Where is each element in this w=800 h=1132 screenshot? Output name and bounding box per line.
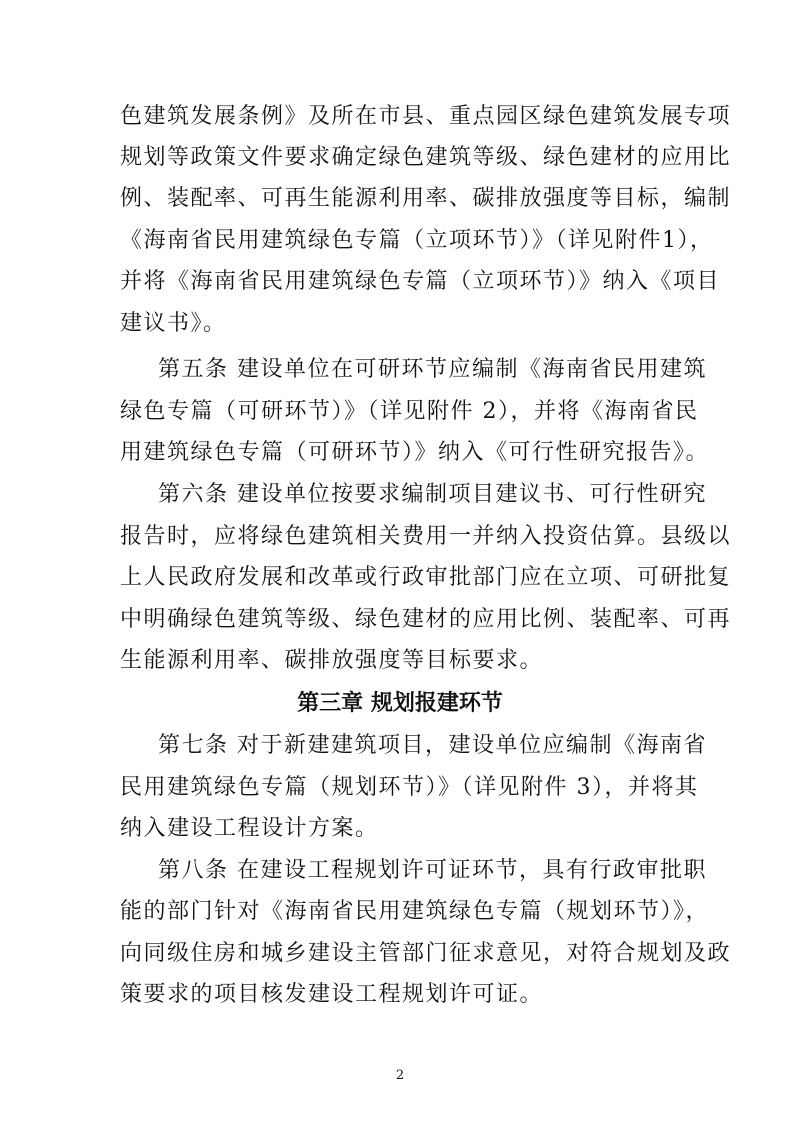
text-line: 色建筑发展条例》及所在市县、重点园区绿色建筑发展专项 [120, 104, 732, 129]
text-line: 纳入建设工程设计方案。 [120, 816, 379, 841]
text-line: 例、装配率、可再生能源利用率、碳排放强度等目标，编制 [120, 186, 732, 211]
text-line: 策要求的项目核发建设工程规划许可证。 [120, 982, 544, 1007]
text-line: 中明确绿色建筑等级、绿色建材的应用比例、装配率、可再 [120, 607, 732, 632]
text-line: 建议书》。 [120, 311, 227, 336]
page-number: 2 [395, 1068, 405, 1083]
text-line: 报告时，应将绿色建筑相关费用一并纳入投资估算。县级以 [120, 524, 732, 549]
text-line: 规划等政策文件要求确定绿色建筑等级、绿色建材的应用比 [120, 145, 732, 170]
article-7-first-line: 第七条 对于新建建筑项目，建设单位应编制《海南省 [158, 733, 707, 758]
text-line: 用建筑绿色专篇（可研环节）》纳入《可行性研究报告》。 [120, 440, 710, 465]
text-line: 并将《海南省民用建筑绿色专篇（立项环节）》纳入《项目 [120, 269, 721, 294]
article-6-first-line: 第六条 建设单位按要求编制项目建议书、可行性研究 [158, 482, 707, 507]
article-5-first-line: 第五条 建设单位在可研环节应编制《海南省民用建筑 [158, 357, 707, 382]
article-8-first-line: 第八条 在建设工程规划许可证环节，具有行政审批职 [158, 858, 707, 883]
chapter-heading: 第三章 规划报建环节 [297, 691, 503, 716]
text-line: 能的部门针对《海南省民用建筑绿色专篇（规划环节）》， [120, 899, 710, 924]
text-line: 绿色专篇（可研环节）》（详见附件 2），并将《海南省民 [120, 399, 699, 424]
text-line: 《海南省民用建筑绿色专篇（立项环节）》（详见附件1）， [120, 228, 714, 253]
text-line: 上人民政府发展和改革或行政审批部门应在立项、可研批复 [120, 565, 732, 590]
text-line: 生能源利用率、碳排放强度等目标要求。 [120, 648, 544, 673]
text-line: 向同级住房和城乡建设主管部门征求意见，对符合规划及政 [120, 941, 732, 966]
text-line: 民用建筑绿色专篇（规划环节）》（详见附件 3），并将其 [120, 775, 699, 800]
